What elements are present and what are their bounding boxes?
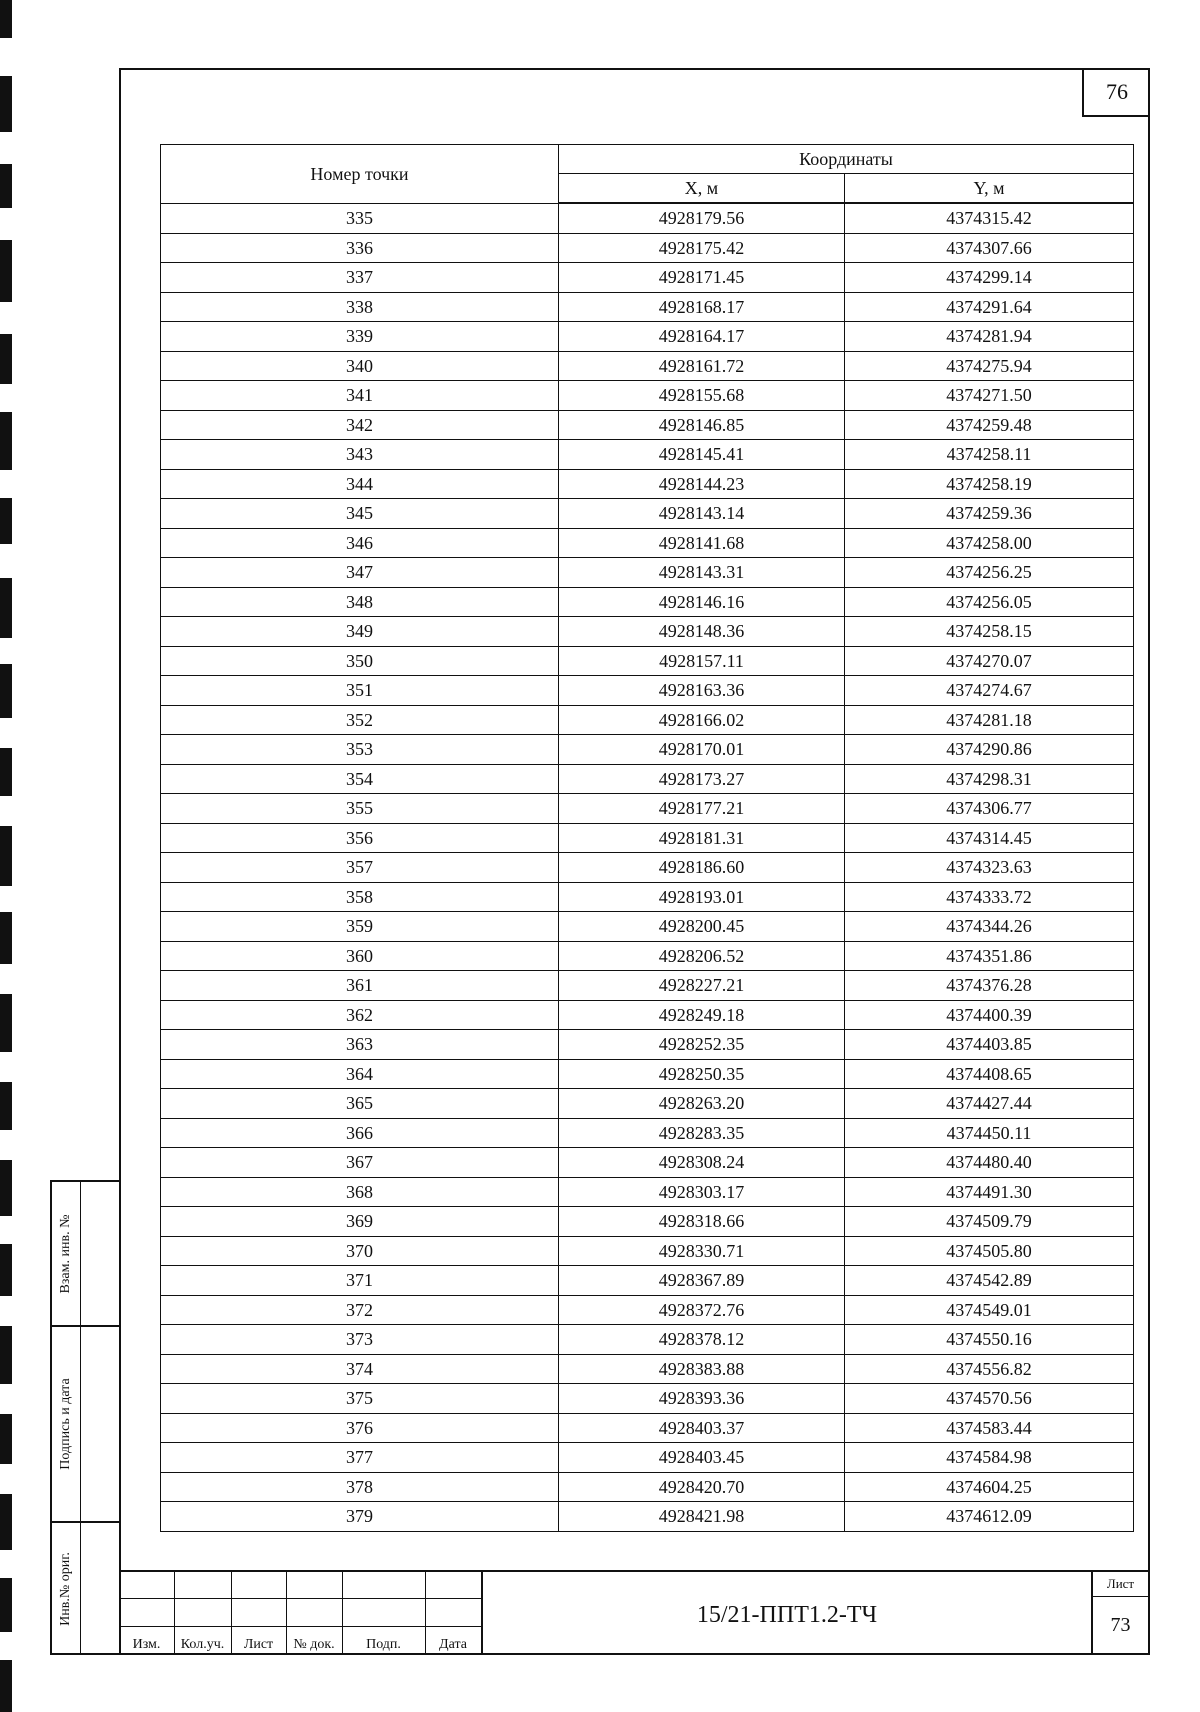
cell-x: 4928157.11	[559, 646, 845, 676]
cell-y: 4374480.40	[845, 1148, 1134, 1178]
cell-point-number: 344	[161, 469, 559, 499]
cell-y: 4374408.65	[845, 1059, 1134, 1089]
table-row	[161, 941, 1134, 971]
binding-mark	[0, 1414, 12, 1464]
cell-point-number: 367	[161, 1148, 559, 1178]
cell-y: 4374307.66	[845, 233, 1134, 263]
cell-point-number: 361	[161, 971, 559, 1001]
cell-point-number: 369	[161, 1207, 559, 1237]
table-row	[161, 263, 1134, 293]
cell-y: 4374314.45	[845, 823, 1134, 853]
cell-x: 4928161.72	[559, 351, 845, 381]
table-body	[161, 203, 1134, 1531]
cell-point-number: 348	[161, 587, 559, 617]
document-code: 15/21-ППТ1.2-ТЧ	[481, 1572, 1091, 1655]
cell-y: 4374315.42	[845, 203, 1134, 233]
cell-y: 4374259.48	[845, 410, 1134, 440]
table-row	[161, 1236, 1134, 1266]
label-signature: Подп.	[366, 1637, 401, 1652]
cell-x: 4928421.98	[559, 1502, 845, 1532]
binding-mark	[0, 1160, 12, 1216]
cell-point-number: 343	[161, 440, 559, 470]
cell-x: 4928206.52	[559, 941, 845, 971]
cell-point-number: 338	[161, 292, 559, 322]
table-row	[161, 764, 1134, 794]
binding-mark	[0, 1578, 12, 1632]
cell-point-number: 366	[161, 1118, 559, 1148]
table-row	[161, 410, 1134, 440]
binding-mark	[0, 748, 12, 796]
binding-mark	[0, 498, 12, 544]
cell-y: 4374298.31	[845, 764, 1134, 794]
cell-y: 4374274.67	[845, 676, 1134, 706]
cell-y: 4374583.44	[845, 1413, 1134, 1443]
cell-y: 4374550.16	[845, 1325, 1134, 1355]
cell-x: 4928403.45	[559, 1443, 845, 1473]
binding-mark	[0, 1494, 12, 1550]
binding-marks	[0, 0, 14, 1712]
header-point-number: Номер точки	[161, 145, 559, 204]
label-doc-num: № док.	[293, 1637, 335, 1652]
cell-y: 4374281.18	[845, 705, 1134, 735]
cell-point-number: 354	[161, 764, 559, 794]
cell-x: 4928146.16	[559, 587, 845, 617]
cell-point-number: 347	[161, 558, 559, 588]
cell-point-number: 372	[161, 1295, 559, 1325]
table-row	[161, 1148, 1134, 1178]
table-row	[161, 469, 1134, 499]
table-row	[161, 1325, 1134, 1355]
sheet-box	[1091, 1572, 1148, 1655]
header-y: Y, м	[845, 174, 1134, 204]
cell-point-number: 362	[161, 1000, 559, 1030]
table-row	[161, 1030, 1134, 1060]
table-row	[161, 1295, 1134, 1325]
table-row	[161, 233, 1134, 263]
cell-y: 4374258.15	[845, 617, 1134, 647]
cell-point-number: 376	[161, 1413, 559, 1443]
cell-point-number: 352	[161, 705, 559, 735]
binding-mark	[0, 334, 12, 384]
table-row	[161, 676, 1134, 706]
table-row	[161, 646, 1134, 676]
cell-y: 4374604.25	[845, 1472, 1134, 1502]
cell-x: 4928155.68	[559, 381, 845, 411]
table-row	[161, 587, 1134, 617]
sheet-number: 73	[1110, 1614, 1131, 1636]
table-row	[161, 1177, 1134, 1207]
cell-y: 4374570.56	[845, 1384, 1134, 1414]
cell-y: 4374256.25	[845, 558, 1134, 588]
revision-grid	[119, 1572, 481, 1655]
cell-point-number: 358	[161, 882, 559, 912]
binding-mark	[0, 994, 12, 1052]
cell-point-number: 341	[161, 381, 559, 411]
cell-x: 4928186.60	[559, 853, 845, 883]
binding-mark	[0, 1326, 12, 1384]
table-row	[161, 1207, 1134, 1237]
cell-x: 4928143.31	[559, 558, 845, 588]
cell-point-number: 378	[161, 1472, 559, 1502]
cell-x: 4928252.35	[559, 1030, 845, 1060]
binding-mark	[0, 912, 12, 964]
cell-x: 4928145.41	[559, 440, 845, 470]
cell-y: 4374270.07	[845, 646, 1134, 676]
binding-mark	[0, 164, 12, 208]
table-row	[161, 971, 1134, 1001]
cell-point-number: 365	[161, 1089, 559, 1119]
cell-y: 4374400.39	[845, 1000, 1134, 1030]
cell-y: 4374612.09	[845, 1502, 1134, 1532]
cell-x: 4928393.36	[559, 1384, 845, 1414]
table-row	[161, 823, 1134, 853]
side-label-sign-date: Подпись и дата	[58, 1378, 73, 1470]
sheet-label: Лист	[1093, 1572, 1148, 1597]
table-row	[161, 1472, 1134, 1502]
cell-y: 4374290.86	[845, 735, 1134, 765]
cell-point-number: 335	[161, 203, 559, 233]
cell-point-number: 368	[161, 1177, 559, 1207]
cell-x: 4928166.02	[559, 705, 845, 735]
cell-x: 4928143.14	[559, 499, 845, 529]
table-row	[161, 912, 1134, 942]
coordinates-table	[160, 144, 1134, 1532]
label-list: Лист	[243, 1637, 274, 1652]
cell-point-number: 353	[161, 735, 559, 765]
cell-point-number: 359	[161, 912, 559, 942]
cell-y: 4374509.79	[845, 1207, 1134, 1237]
table-row	[161, 381, 1134, 411]
cell-x: 4928420.70	[559, 1472, 845, 1502]
cell-y: 4374376.28	[845, 971, 1134, 1001]
cell-point-number: 379	[161, 1502, 559, 1532]
table-row	[161, 1413, 1134, 1443]
table-row	[161, 1443, 1134, 1473]
table-row	[161, 853, 1134, 883]
cell-x: 4928193.01	[559, 882, 845, 912]
table-row	[161, 1000, 1134, 1030]
table-row	[161, 440, 1134, 470]
cell-x: 4928148.36	[559, 617, 845, 647]
cell-x: 4928200.45	[559, 912, 845, 942]
cell-point-number: 364	[161, 1059, 559, 1089]
label-izm: Изм.	[132, 1637, 161, 1652]
cell-x: 4928181.31	[559, 823, 845, 853]
cell-x: 4928171.45	[559, 263, 845, 293]
cell-y: 4374275.94	[845, 351, 1134, 381]
cell-x: 4928173.27	[559, 764, 845, 794]
cell-x: 4928283.35	[559, 1118, 845, 1148]
cell-y: 4374403.85	[845, 1030, 1134, 1060]
cell-y: 4374281.94	[845, 322, 1134, 352]
cell-x: 4928303.17	[559, 1177, 845, 1207]
cell-point-number: 345	[161, 499, 559, 529]
cell-point-number: 346	[161, 528, 559, 558]
cell-y: 4374344.26	[845, 912, 1134, 942]
side-stamp	[50, 1180, 119, 1655]
cell-y: 4374584.98	[845, 1443, 1134, 1473]
cell-x: 4928263.20	[559, 1089, 845, 1119]
table-row	[161, 1089, 1134, 1119]
cell-x: 4928146.85	[559, 410, 845, 440]
binding-mark	[0, 1660, 12, 1712]
cell-point-number: 349	[161, 617, 559, 647]
cell-y: 4374549.01	[845, 1295, 1134, 1325]
cell-x: 4928170.01	[559, 735, 845, 765]
table-row	[161, 705, 1134, 735]
title-block	[119, 1570, 1150, 1655]
table-row	[161, 1266, 1134, 1296]
cell-y: 4374259.36	[845, 499, 1134, 529]
label-date: Дата	[439, 1637, 467, 1652]
cell-point-number: 360	[161, 941, 559, 971]
side-cell-replace-inv	[52, 1182, 119, 1327]
table-row	[161, 499, 1134, 529]
cell-y: 4374271.50	[845, 381, 1134, 411]
cell-point-number: 363	[161, 1030, 559, 1060]
cell-point-number: 357	[161, 853, 559, 883]
table-row	[161, 1059, 1134, 1089]
binding-mark	[0, 1082, 12, 1130]
cell-y: 4374306.77	[845, 794, 1134, 824]
side-cell-orig-inv	[52, 1523, 119, 1655]
table-row	[161, 322, 1134, 352]
cell-x: 4928175.42	[559, 233, 845, 263]
table-row	[161, 882, 1134, 912]
cell-y: 4374291.64	[845, 292, 1134, 322]
cell-x: 4928144.23	[559, 469, 845, 499]
cell-x: 4928308.24	[559, 1148, 845, 1178]
cell-point-number: 342	[161, 410, 559, 440]
cell-y: 4374323.63	[845, 853, 1134, 883]
cell-point-number: 355	[161, 794, 559, 824]
binding-mark	[0, 1244, 12, 1296]
cell-point-number: 375	[161, 1384, 559, 1414]
cell-y: 4374351.86	[845, 941, 1134, 971]
table-row	[161, 203, 1134, 233]
cell-y: 4374258.00	[845, 528, 1134, 558]
table-row	[161, 617, 1134, 647]
cell-x: 4928383.88	[559, 1354, 845, 1384]
cell-point-number: 371	[161, 1266, 559, 1296]
cell-point-number: 373	[161, 1325, 559, 1355]
cell-x: 4928367.89	[559, 1266, 845, 1296]
binding-mark	[0, 826, 12, 886]
table-row	[161, 1354, 1134, 1384]
header-x: X, м	[559, 174, 845, 204]
cell-y: 4374450.11	[845, 1118, 1134, 1148]
cell-point-number: 356	[161, 823, 559, 853]
cell-point-number: 377	[161, 1443, 559, 1473]
cell-y: 4374258.19	[845, 469, 1134, 499]
binding-mark	[0, 0, 12, 38]
table-row	[161, 794, 1134, 824]
cell-x: 4928249.18	[559, 1000, 845, 1030]
cell-point-number: 370	[161, 1236, 559, 1266]
table-row	[161, 1384, 1134, 1414]
cell-point-number: 351	[161, 676, 559, 706]
cell-x: 4928164.17	[559, 322, 845, 352]
cell-x: 4928378.12	[559, 1325, 845, 1355]
cell-x: 4928163.36	[559, 676, 845, 706]
cell-y: 4374491.30	[845, 1177, 1134, 1207]
table-row	[161, 528, 1134, 558]
binding-mark	[0, 240, 12, 302]
cell-y: 4374542.89	[845, 1266, 1134, 1296]
cell-y: 4374256.05	[845, 587, 1134, 617]
cell-x: 4928227.21	[559, 971, 845, 1001]
cell-x: 4928179.56	[559, 203, 845, 233]
cell-point-number: 336	[161, 233, 559, 263]
cell-y: 4374505.80	[845, 1236, 1134, 1266]
cell-point-number: 337	[161, 263, 559, 293]
binding-mark	[0, 664, 12, 718]
cell-y: 4374333.72	[845, 882, 1134, 912]
table-row	[161, 1502, 1134, 1532]
side-label-orig-inv: Инв.№ ориг.	[58, 1552, 73, 1626]
cell-x: 4928318.66	[559, 1207, 845, 1237]
table-row	[161, 292, 1134, 322]
binding-mark	[0, 412, 12, 470]
cell-y: 4374299.14	[845, 263, 1134, 293]
header-coordinates: Координаты	[559, 145, 1134, 174]
table-row	[161, 1118, 1134, 1148]
cell-point-number: 340	[161, 351, 559, 381]
side-cell-sign-date	[52, 1327, 119, 1523]
cell-point-number: 339	[161, 322, 559, 352]
table-row	[161, 558, 1134, 588]
table-row	[161, 735, 1134, 765]
page-number: 76	[1082, 68, 1150, 117]
cell-point-number: 350	[161, 646, 559, 676]
binding-mark	[0, 76, 12, 132]
cell-x: 4928250.35	[559, 1059, 845, 1089]
cell-y: 4374427.44	[845, 1089, 1134, 1119]
cell-y: 4374556.82	[845, 1354, 1134, 1384]
cell-x: 4928177.21	[559, 794, 845, 824]
side-label-replace-inv: Взам. инв. №	[58, 1214, 73, 1293]
binding-mark	[0, 578, 12, 638]
table-row	[161, 351, 1134, 381]
cell-x: 4928168.17	[559, 292, 845, 322]
cell-y: 4374258.11	[845, 440, 1134, 470]
cell-x: 4928330.71	[559, 1236, 845, 1266]
cell-x: 4928403.37	[559, 1413, 845, 1443]
cell-x: 4928141.68	[559, 528, 845, 558]
label-kol-uch: Кол.уч.	[180, 1637, 225, 1652]
cell-x: 4928372.76	[559, 1295, 845, 1325]
cell-point-number: 374	[161, 1354, 559, 1384]
